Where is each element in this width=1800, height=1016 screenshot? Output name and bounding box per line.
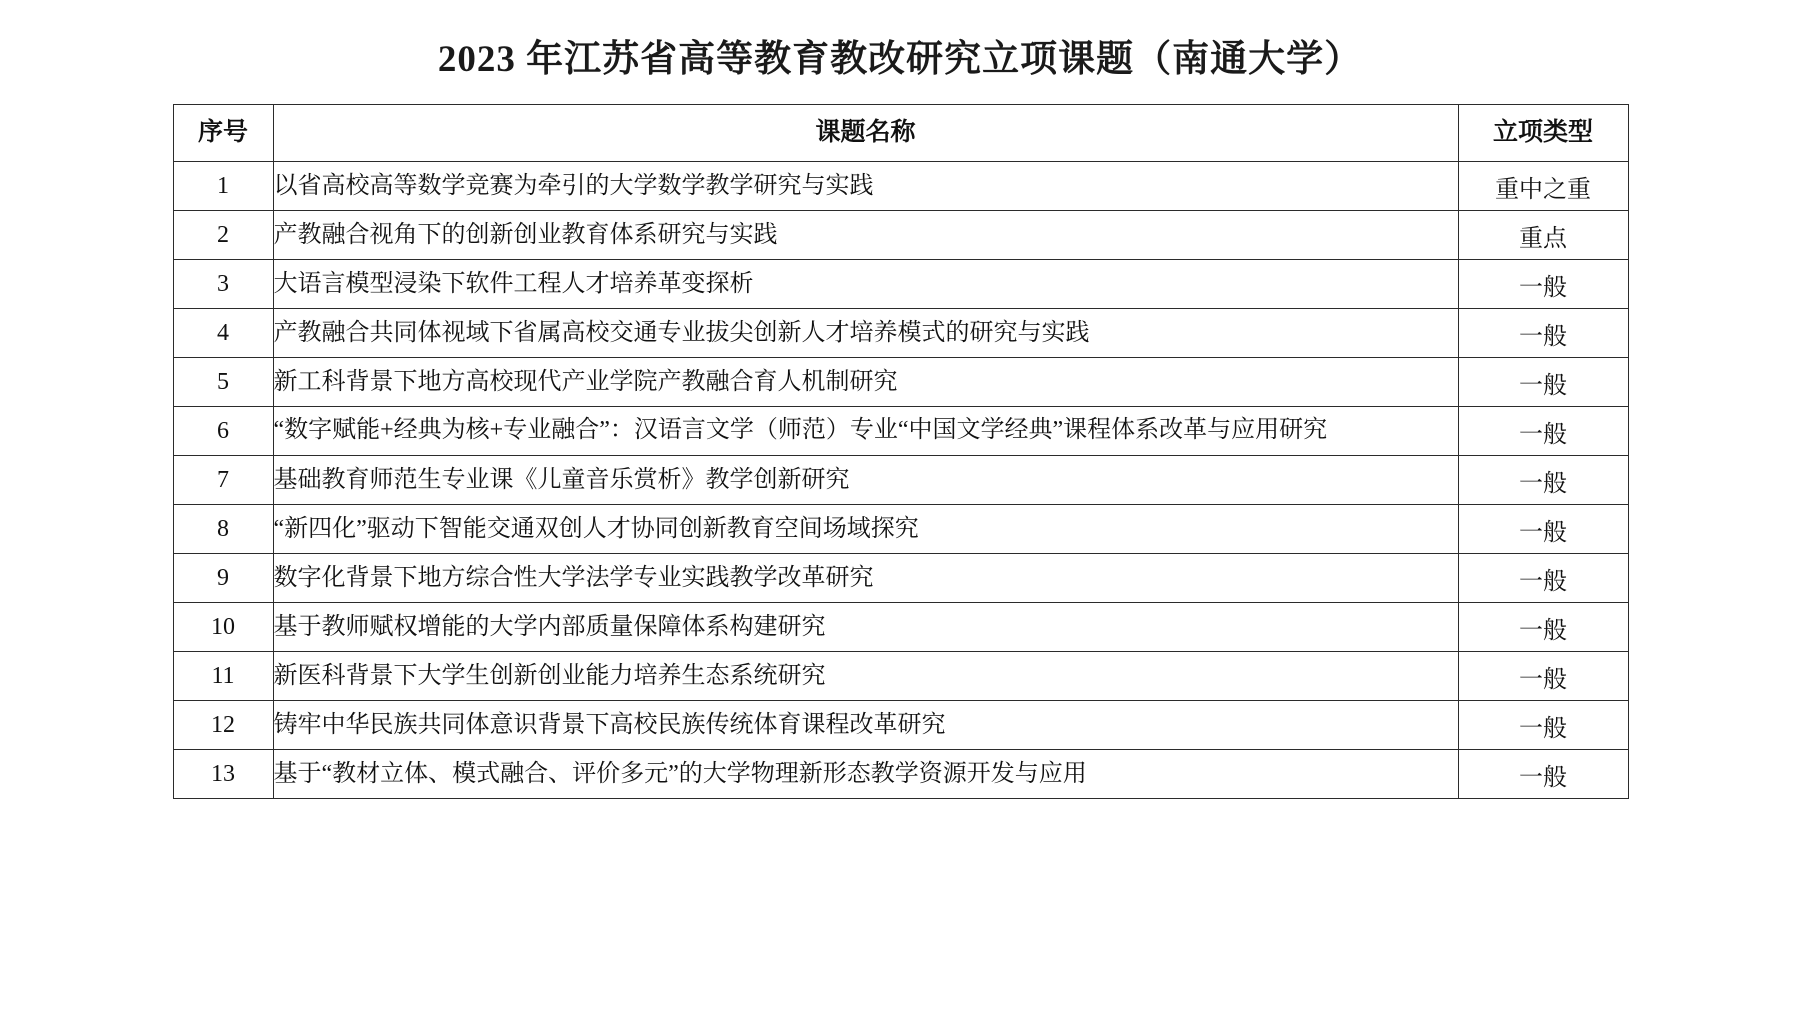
table-row [173,701,1628,750]
row-project-name: “数字赋能+经典为核+专业融合”：汉语言文学（师范）专业“中国文学经典”课程体系改革与应用研究 [273,407,1458,456]
row-project-name: 数字化背景下地方综合性大学法学专业实践教学改革研究 [273,554,1458,603]
row-project-type: 重点 [1458,211,1628,260]
row-project-name: 大语言模型浸染下软件工程人才培养革变探析 [273,260,1458,309]
table-row [173,211,1628,260]
table-row [173,162,1628,211]
row-number: 12 [173,701,273,750]
table-row [173,260,1628,309]
row-number: 1 [173,162,273,211]
row-number: 2 [173,211,273,260]
table-row [173,358,1628,407]
table-row [173,505,1628,554]
row-number: 7 [173,456,273,505]
row-project-type: 一般 [1458,309,1628,358]
table-row [173,407,1628,456]
row-number: 6 [173,407,273,456]
table-row [173,554,1628,603]
row-project-type: 重中之重 [1458,162,1628,211]
table-row [173,603,1628,652]
row-project-type: 一般 [1458,652,1628,701]
row-number: 10 [173,603,273,652]
row-number: 9 [173,554,273,603]
page-title: 2023 年江苏省高等教育教改研究立项课题（南通大学） [437,39,1363,80]
row-project-name: 铸牢中华民族共同体意识背景下高校民族传统体育课程改革研究 [273,701,1458,750]
row-project-name: 产教融合共同体视域下省属高校交通专业拔尖创新人才培养模式的研究与实践 [273,309,1458,358]
row-project-name: 基础教育师范生专业课《儿童音乐赏析》教学创新研究 [273,456,1458,505]
row-project-name: “新四化”驱动下智能交通双创人才协同创新教育空间场域探究 [273,505,1458,554]
row-project-name: 新医科背景下大学生创新创业能力培养生态系统研究 [273,652,1458,701]
row-project-name: 基于教师赋权增能的大学内部质量保障体系构建研究 [273,603,1458,652]
row-project-name: 以省高校高等数学竞赛为牵引的大学数学教学研究与实践 [273,162,1458,211]
table-row [173,456,1628,505]
table-header [173,105,1628,162]
row-number: 11 [173,652,273,701]
project-table-container [173,104,1628,799]
column-header-no: 序号 [173,105,273,162]
row-number: 5 [173,358,273,407]
row-project-type: 一般 [1458,407,1628,456]
row-project-type: 一般 [1458,505,1628,554]
column-header-type: 立项类型 [1458,105,1628,162]
table-row [173,750,1628,799]
project-table [173,104,1629,799]
row-project-name: 基于“教材立体、模式融合、评价多元”的大学物理新形态教学资源开发与应用 [273,750,1458,799]
row-project-name: 新工科背景下地方高校现代产业学院产教融合育人机制研究 [273,358,1458,407]
row-project-name: 产教融合视角下的创新创业教育体系研究与实践 [273,211,1458,260]
row-project-type: 一般 [1458,603,1628,652]
table-header-row [173,105,1628,162]
row-project-type: 一般 [1458,358,1628,407]
row-number: 13 [173,750,273,799]
row-number: 3 [173,260,273,309]
row-project-type: 一般 [1458,701,1628,750]
table-row [173,652,1628,701]
row-project-type: 一般 [1458,750,1628,799]
table-body [173,162,1628,799]
row-project-type: 一般 [1458,554,1628,603]
table-row [173,309,1628,358]
row-project-type: 一般 [1458,456,1628,505]
column-header-name: 课题名称 [273,105,1458,162]
row-number: 8 [173,505,273,554]
row-project-type: 一般 [1458,260,1628,309]
row-number: 4 [173,309,273,358]
